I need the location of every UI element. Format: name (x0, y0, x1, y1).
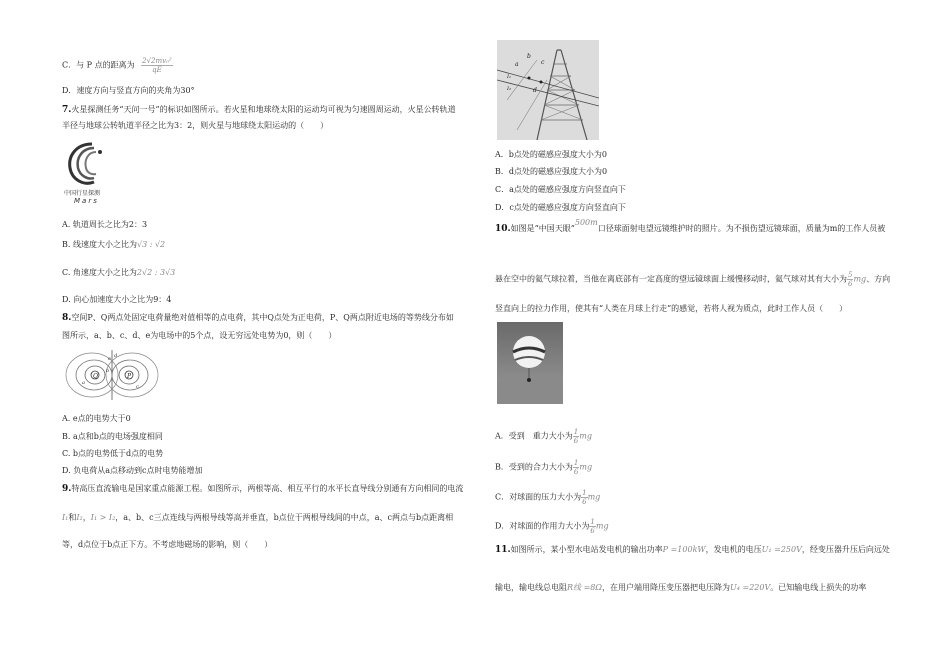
q10-option-c[interactable]: C．对球面的压力大小为 $\frac{1}{6}$ mg (495, 489, 601, 506)
q6-c-fraction: $\frac{\text{2√2mv₀²}}{qE}$ (142, 57, 172, 74)
q9-line-2: I₁和I₂，I₁ > I₂，a、b、c三点连线与两根导线等高并垂直，b点位于两根导线间的中点，a、c两点与b点距离相 (62, 513, 454, 522)
q9-line-1: 9.特高压直流输电是国家重点能源工程。如图所示，两根等高、相互平行的水平长直导线分别通有方向相同的电流 (62, 484, 464, 494)
q9-option-d[interactable]: D．c点处的磁感应强度方向竖直向下 (495, 203, 626, 212)
fig-label-a: a (515, 61, 519, 68)
tianwen-logo (62, 138, 122, 208)
label-q: Q (93, 373, 98, 380)
equipotential-lines-diagram (62, 348, 160, 402)
q10-line-1: 10.如图是“中国天眼”500m口径球面射电望远镜维护时的照片。为不损伤望远镜球面，质量为m的工作人员被 (495, 218, 886, 234)
q7-option-a[interactable]: A. 轨道周长之比为2：3 (62, 220, 148, 229)
label-d: d (114, 353, 118, 359)
label-e: e (108, 356, 111, 362)
q8-option-a[interactable]: A. e点的电势大于0 (62, 414, 131, 423)
tower-image (497, 40, 599, 140)
q8-option-c[interactable]: C. b点的电势低于d点的电势 (62, 449, 164, 458)
q7-option-b[interactable]: B. 线速度大小之比为√3 : √2 (62, 240, 166, 249)
logo-text-en: Mars (74, 197, 99, 205)
q8-line-1: 8.空间P、Q两点处固定电荷量绝对值相等的点电荷，其中Q点处为正电荷，P、Q两点附近电场的等势线分布如 (62, 313, 454, 323)
q9-option-b[interactable]: B．d点处的磁感应强度大小为0 (495, 167, 608, 176)
fig-label-i2: I₂ (507, 86, 511, 92)
fig-label-d: d (533, 87, 537, 94)
q6-option-d[interactable]: D．速度方向与竖直方向的夹角为30° (62, 86, 195, 95)
logo-swirl-icon (62, 138, 122, 194)
q7-line-1: 7.火星探测任务“天问一号”的标识如图所示。若火星和地球绕太阳的运动均可视为匀速圆周运动，火星公转轨道 (62, 105, 456, 115)
fig-label-i1: I₁ (507, 74, 511, 80)
q8-option-b[interactable]: B. a点和b点的电场强度相同 (62, 432, 163, 441)
label-p: P (127, 373, 132, 380)
fig-label-b: b (527, 53, 531, 60)
q10-option-b[interactable]: B．受到的合力大小为 $\frac{1}{6}$ mg (495, 459, 593, 476)
q6-option-c[interactable]: C．与 P 点的距离为 $\frac{\text{2√2mv₀²}}{qE}$ (62, 57, 172, 74)
q11-line-2: 输电，输电线总电阻R线 =8Ω，在用户端用降压变压器把电压降为U₄ =220V。已知输电线上损失的功率 (495, 583, 867, 592)
q10-line-3: 竖直向上的拉力作用，使其有“人类在月球上行走”的感觉，若将人视为质点，此时工作人员（ ） (495, 304, 848, 313)
q10-option-d[interactable]: D．对球面的作用力大小为 $\frac{1}{6}$ mg (495, 518, 609, 535)
logo-text-cn: 中国行星探测 (64, 190, 101, 197)
q9-line-3: 等，d点位于b点正下方。不考虑地磁场的影响，则（ ） (62, 540, 273, 549)
balloon-image (497, 322, 563, 404)
q11-line-1: 11.如图所示，某小型水电站发电机的输出功率P =100kW，发电机的电压U₁ =250V，经变压器升压后向远处 (495, 545, 890, 555)
q8-equipotential-figure (62, 348, 160, 402)
q7-option-c[interactable]: C. 角速度大小之比为2√2 : 3√3 (62, 268, 176, 277)
fig-label-c: c (541, 59, 545, 66)
q9-option-a[interactable]: A．b点处的磁感应强度大小为0 (495, 150, 607, 159)
q7-line-2: 半径与地球公转轨道半径之比为3：2，则火星与地球绕太阳运动的（ ） (62, 121, 329, 130)
q7-option-d[interactable]: D. 向心加速度大小之比为9：4 (62, 295, 172, 304)
q10-option-a[interactable]: A．受到 重力大小为 $\frac{1}{6}$ mg (495, 428, 592, 445)
q9-transmission-tower-photo (497, 40, 599, 140)
q10-fraction: $\frac{5}{6}$ (848, 271, 853, 288)
label-a: a (82, 380, 85, 386)
q8-line-2: 图所示，a、b、c、d、e为电场中的5个点，设无穷远处电势为0，则（ ） (62, 331, 337, 340)
label-c: c (136, 384, 139, 390)
q10-balloon-photo (497, 322, 563, 404)
q8-option-d[interactable]: D. 负电荷从a点移动到c点时电势能增加 (62, 466, 203, 475)
q9-option-c[interactable]: C．a点处的磁感应强度方向竖直向下 (495, 185, 626, 194)
q10-line-2: 悬在空中的氦气球拉着，当他在离底部有一定高度的望远镜球面上缓慢移动时，氦气球对其有大小为 $\frac{5}{6}$ mg、方向 (495, 271, 891, 288)
label-b: b (106, 368, 110, 374)
